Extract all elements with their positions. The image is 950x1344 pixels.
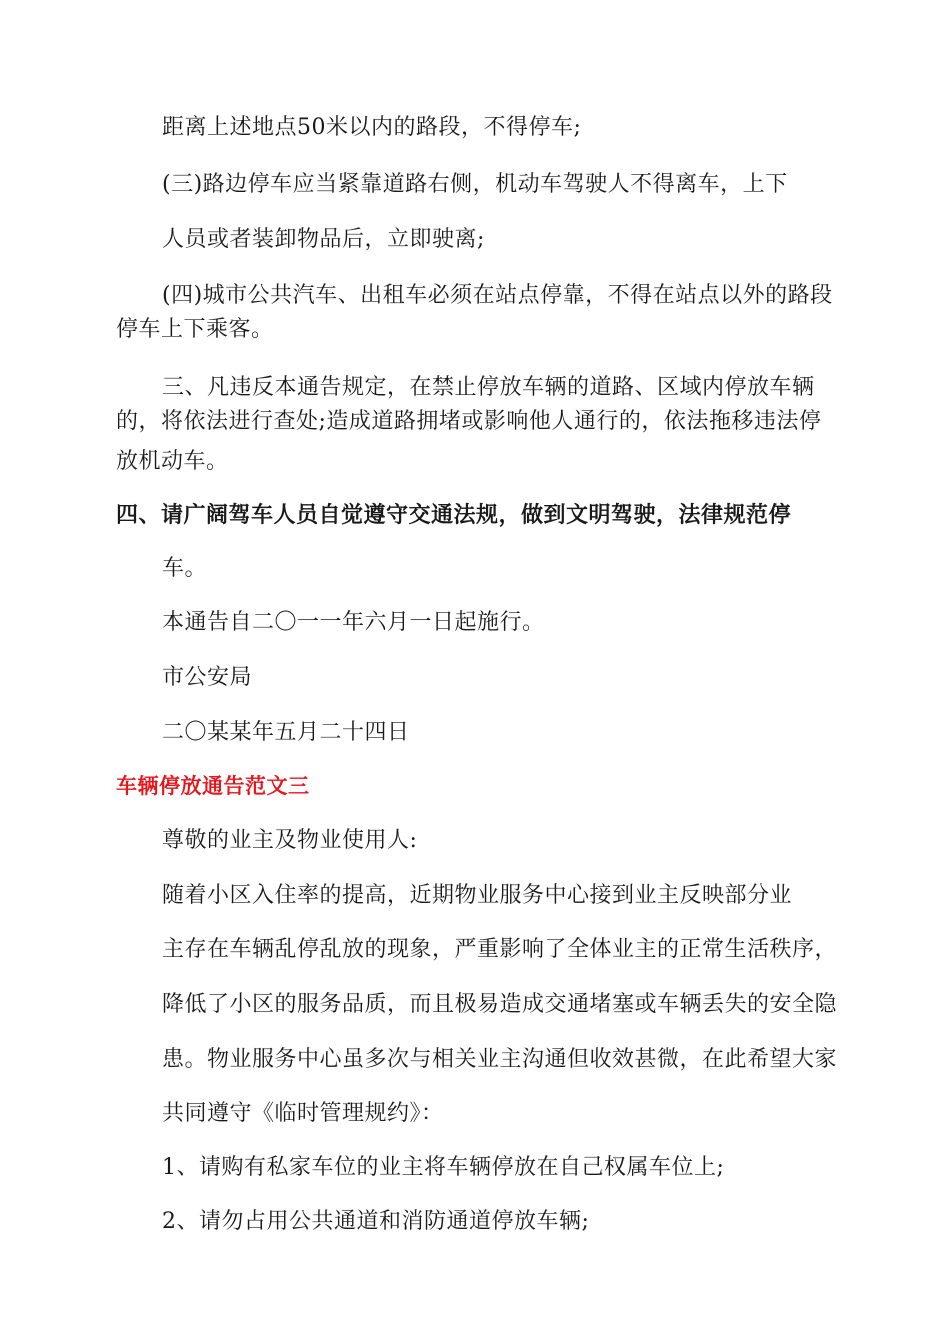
paragraph-line: 距离上述地点50米以内的路段，不得停车; xyxy=(162,115,582,140)
paragraph-line: 三、凡违反本通告规定，在禁止停放车辆的道路、区域内停放车辆 xyxy=(162,375,815,400)
paragraph-line: 共同遵守《临时管理规约》： xyxy=(162,1101,444,1126)
effective-date-line: 本通告自二〇一一年六月一日起施行。 xyxy=(162,610,545,635)
paragraph-line: 患。物业服务中心虽多次与相关业主沟通但收效甚微，在此希望大家 xyxy=(162,1047,838,1072)
issue-date-line: 二〇某某年五月二十四日 xyxy=(162,720,410,745)
issuer-line: 市公安局 xyxy=(162,665,253,690)
list-item: 1、请购有私家车位的业主将车辆停放在自己权属车位上; xyxy=(162,1155,725,1180)
paragraph-line: 人员或者装卸物品后，立即驶离; xyxy=(162,227,485,252)
salutation-line: 尊敬的业主及物业使用人: xyxy=(162,828,418,853)
paragraph-line: 的，将依法进行查处;造成道路拥堵或影响他人通行的，依法拖移违法停 xyxy=(116,409,822,434)
paragraph-line: (三)路边停车应当紧靠道路右侧，机动车驾驶人不得离车，上下 xyxy=(162,172,788,197)
paragraph-line: 降低了小区的服务品质，而且极易造成交通堵塞或车辆丢失的安全隐 xyxy=(162,992,838,1017)
section-heading: 车辆停放通告范文三 xyxy=(116,774,310,798)
paragraph-line: 随着小区入住率的提高，近期物业服务中心接到业主反映部分业 xyxy=(162,883,793,908)
paragraph-line: 放机动车。 xyxy=(116,449,229,474)
paragraph-line: 停车上下乘客。 xyxy=(116,317,274,342)
list-item: 2、请勿占用公共通道和消防通道停放车辆; xyxy=(162,1209,590,1234)
paragraph-line: (四)城市公共汽车、出租车必须在站点停靠，不得在站点以外的路段 xyxy=(162,283,833,308)
paragraph-line: 主存在车辆乱停乱放的现象，严重影响了全体业主的正常生活秩序， xyxy=(162,937,838,962)
section-four-line: 四、请广阔驾车人员自觉遵守交通法规，做到文明驾驶，法律规范停 xyxy=(116,503,792,528)
paragraph-line: 车。 xyxy=(162,556,208,581)
